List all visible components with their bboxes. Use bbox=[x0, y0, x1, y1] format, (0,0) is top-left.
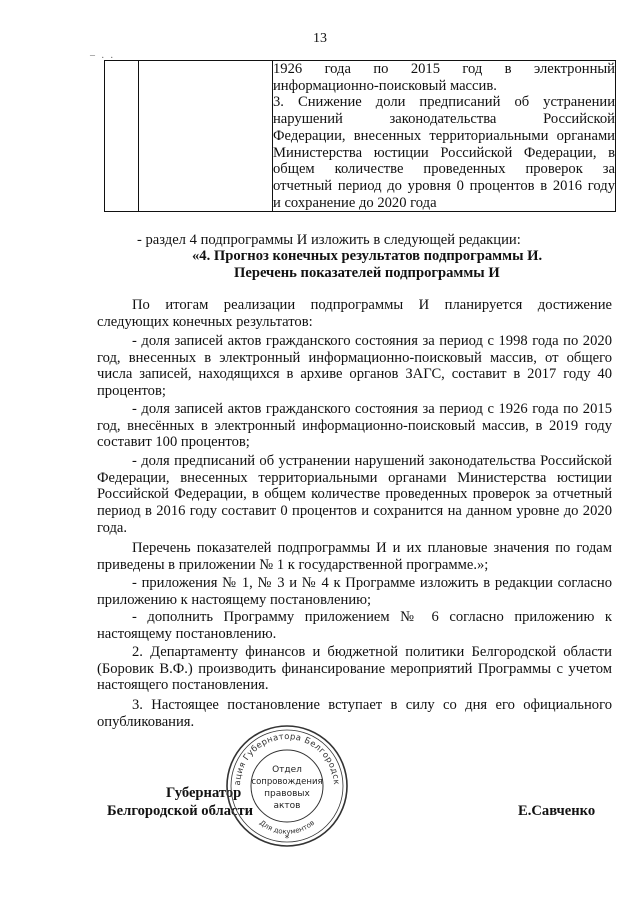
official-seal bbox=[224, 723, 350, 849]
intro-line: - раздел 4 подпрограммы И изложить в следующей редакции: bbox=[137, 232, 521, 248]
table-line: информационно-поисковый массив. bbox=[273, 77, 497, 94]
seal-line-2: сопровождения bbox=[251, 777, 323, 787]
table-line: общем количестве проведенных проверок за bbox=[273, 161, 615, 178]
table-cell-2 bbox=[139, 61, 273, 212]
paragraph-4: - доля предписаний об устранении нарушений законодательства Российской Федерации, внесенных территориальными органами Министерства юстиции Российской Федерации, в общем количестве проведенных проверок за отчетный период в 2016 году составит 0 процентов и сохранится на данном уровне до 2020 года. bbox=[97, 453, 612, 536]
seal-line-4: актов bbox=[273, 801, 301, 811]
signature-title-line-2: Белгородской области bbox=[107, 803, 254, 819]
paragraph-1: По итогам реализации подпрограммы И планируется достижение следующих конечных результатов: bbox=[97, 297, 612, 330]
signature-name: Е.Савченко bbox=[518, 803, 596, 819]
scan-mark: – . . bbox=[90, 50, 115, 61]
paragraph-5: Перечень показателей подпрограммы И и их плановые значения по годам приведены в приложении № 1 к государственной программе.»; bbox=[97, 540, 612, 573]
section-heading-2: Перечень показателей подпрограммы И bbox=[234, 265, 500, 281]
paragraph-8: 2. Департаменту финансов и бюджетной политики Белгородской области (Боровик В.Ф.) производить финансирование мероприятий Программы с учетом настоящего постановления. bbox=[97, 644, 612, 694]
paragraph-2: - доля записей актов гражданского состояния за период с 1998 года по 2020 год, внесенных в электронный информационно-поисковый массив, от общего числа записей, находящихся в архиве органов ЗАГС, составит в 2017 году 40 процентов; bbox=[97, 333, 612, 400]
table-line: отчетный период до уровня 0 процентов в 2016 году bbox=[273, 177, 615, 194]
seal-star: * bbox=[284, 834, 290, 844]
table-cell-3 bbox=[273, 61, 616, 212]
table-cell-1 bbox=[105, 61, 139, 212]
seal-line-3: правовых bbox=[264, 789, 310, 799]
table-line: 3. Снижение доли предписаний об устранении bbox=[273, 94, 615, 111]
seal-line-1: Отдел bbox=[272, 765, 302, 775]
paragraph-3: - доля записей актов гражданского состояния за период с 1926 года по 2015 год, внесённых в электронный информационно-поисковый массив, в 2019 году составит 100 процентов; bbox=[97, 401, 612, 451]
table-line: Федерации, внесенных территориальными органами bbox=[273, 127, 615, 144]
paragraph-9: 3. Настоящее постановление вступает в силу со дня его официального опубликования. bbox=[97, 697, 612, 730]
table-line: Министерства юстиции Российской Федерации, в bbox=[273, 144, 615, 161]
signature-title-line-1: Губернатор bbox=[166, 785, 242, 801]
paragraph-6: - приложения № 1, № 3 и № 4 к Программе изложить в редакции согласно приложению к настоящему постановлению; bbox=[97, 575, 612, 608]
page-number: 13 bbox=[313, 31, 327, 46]
table-line: нарушений законодательства Российской bbox=[273, 111, 615, 128]
seal-ring-text: ация Губернатора Белгородск bbox=[231, 730, 343, 786]
paragraph-7: - дополнить Программу приложением № 6 согласно приложению к настоящему постановлению. bbox=[97, 609, 612, 642]
table-line: и сохранение до 2020 года bbox=[273, 194, 437, 211]
section-heading-1: «4. Прогноз конечных результатов подпрограммы И. bbox=[192, 248, 543, 264]
seal-ring-bottom: Для документов bbox=[257, 818, 317, 836]
continued-table bbox=[104, 60, 616, 212]
table-line: 1926 года по 2015 год в электронный bbox=[273, 61, 615, 77]
